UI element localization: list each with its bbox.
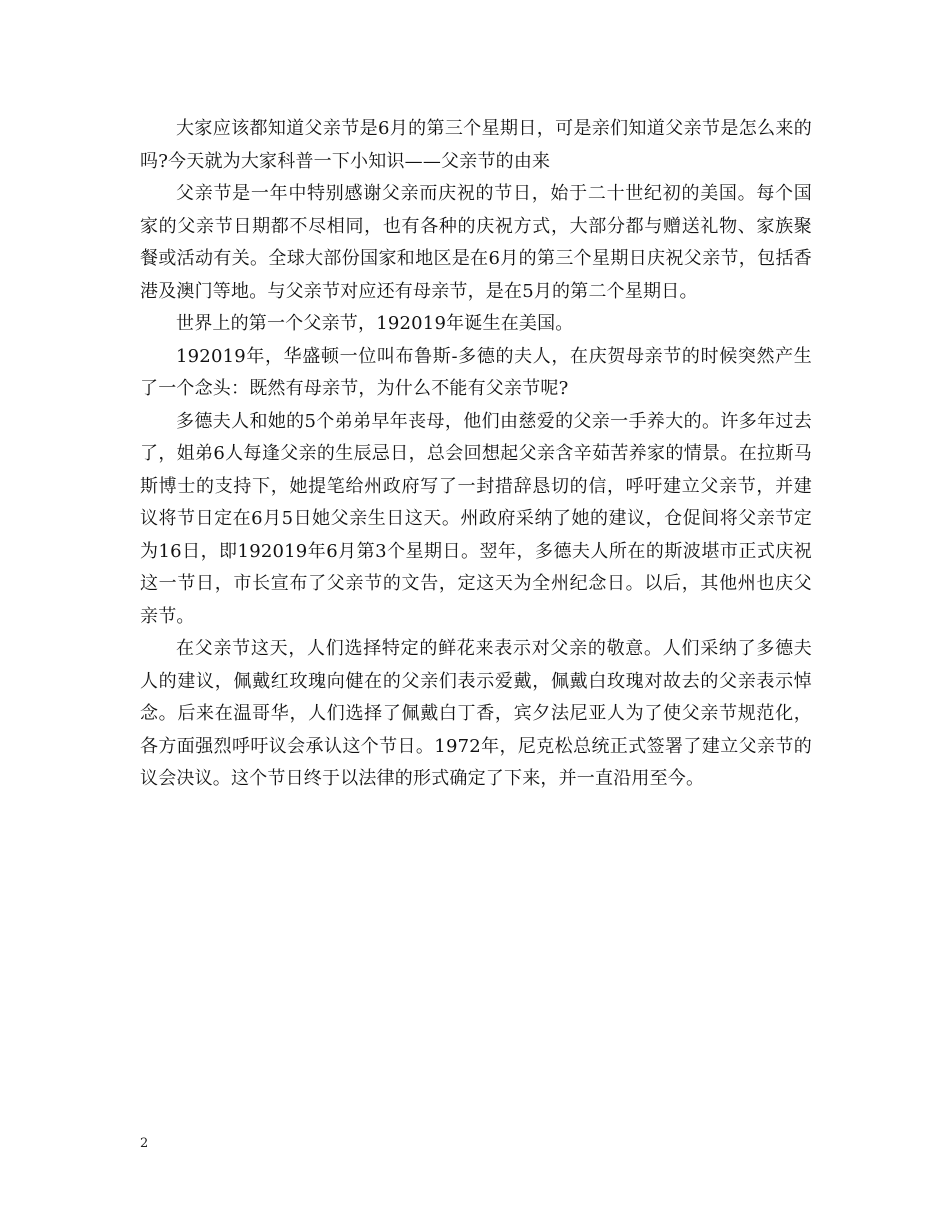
page-number: 2 bbox=[140, 1136, 149, 1151]
paragraph-intro: 大家应该都知道父亲节是6月的第三个星期日，可是亲们知道父亲节是怎么来的吗?今天就为大家科普一下小知识——父亲节的由来 bbox=[140, 118, 812, 172]
paragraph-flowers-and-law: 在父亲节这天，人们选择特定的鲜花来表示对父亲的敬意。人们采纳了多德夫人的建议，佩戴红玫瑰向健在的父亲们表示爱戴，佩戴白玫瑰对故去的父亲表示悼念。后来在温哥华，人们选择了佩戴白丁香，宾夕法尼亚人为了使父亲节规范化，各方面强烈呼吁议会承认这个节日。1972年，尼克松总统正式签署了建立父亲节的议会决议。这个节日终于以法律的形式确定了下来，并一直沿用至今。 bbox=[140, 638, 812, 789]
document-body bbox=[140, 113, 812, 796]
paragraph-origin-idea: 192019年，华盛顿一位叫布鲁斯-多德的夫人，在庆贺母亲节的时候突然产生了一个念头：既然有母亲节，为什么不能有父亲节呢? bbox=[140, 345, 812, 399]
paragraph-definition: 父亲节是一年中特别感谢父亲而庆祝的节日，始于二十世纪初的美国。每个国家的父亲节日期都不尽相同，也有各种的庆祝方式，大部分都与赠送礼物、家族聚餐或活动有关。全球大部份国家和地区是在6月的第三个星期日庆祝父亲节，包括香港及澳门等地。与父亲节对应还有母亲节，是在5月的第二个星期日。 bbox=[140, 183, 812, 302]
paragraph-dodd-story: 多德夫人和她的5个弟弟早年丧母，他们由慈爱的父亲一手养大的。许多年过去了，姐弟6人每逢父亲的生辰忌日，总会回想起父亲含辛茹苦养家的情景。在拉斯马斯博士的支持下，她提笔给州政府写了一封措辞恳切的信，呼吁建立父亲节，并建议将节日定在6月5日她父亲生日这天。州政府采纳了她的建议，仓促间将父亲节定为16日，即192019年6月第3个星期日。翌年，多德夫人所在的斯波堪市正式庆祝这一节日，市长宣布了父亲节的文告，定这天为全州纪念日。以后，其他州也庆父亲节。 bbox=[140, 410, 812, 627]
paragraph-first-fathers-day: 世界上的第一个父亲节，192019年诞生在美国。 bbox=[176, 313, 574, 334]
